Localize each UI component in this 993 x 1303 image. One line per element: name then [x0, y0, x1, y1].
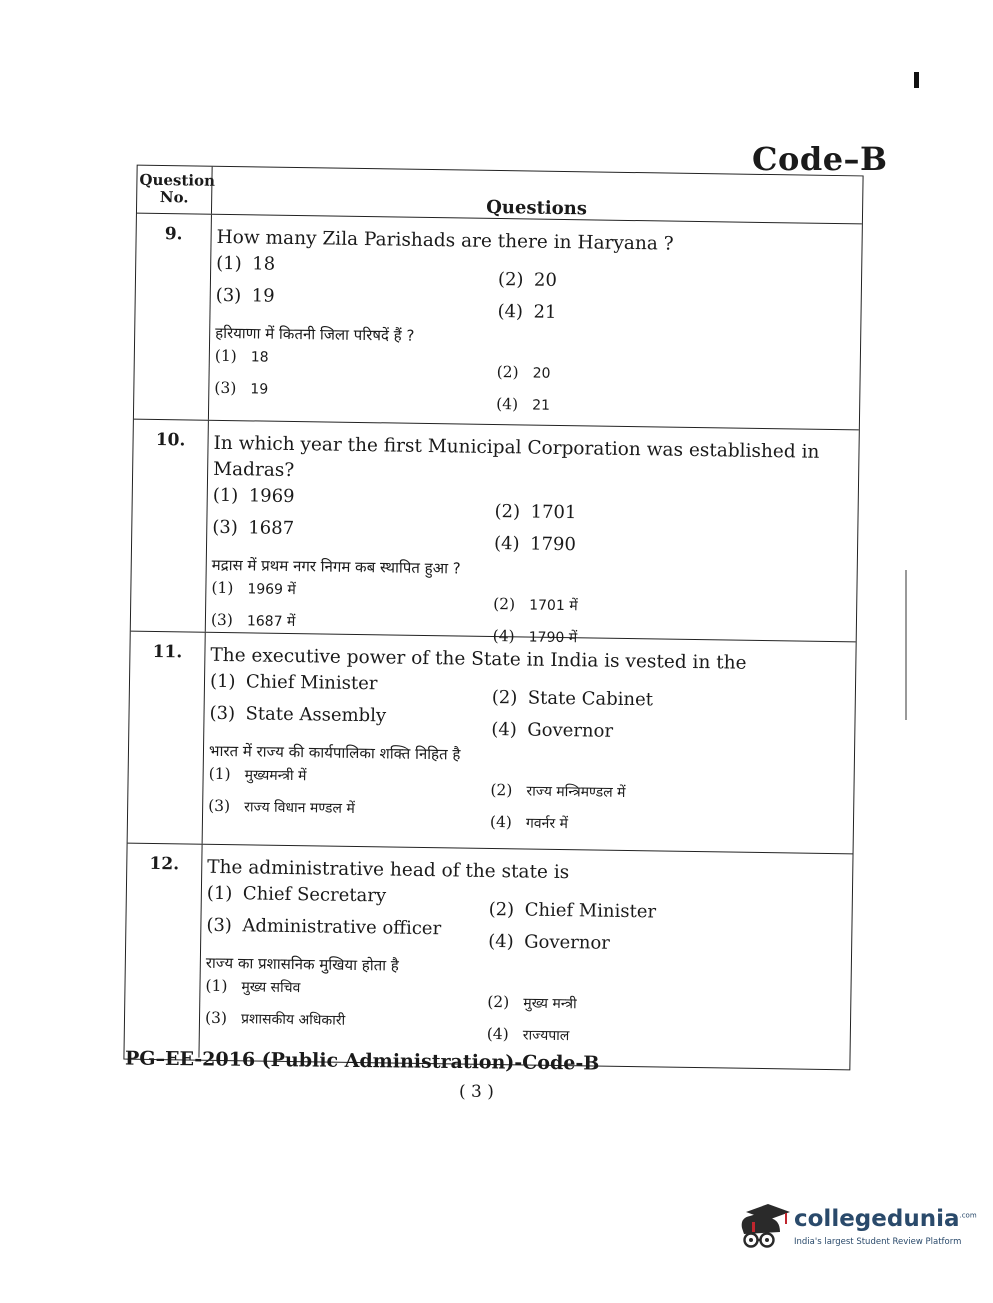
question-row-12 [124, 844, 852, 1068]
question-text-hindi: मद्रास में प्रथम नगर निगम कब स्थापित हुआ ? [211, 555, 461, 578]
scan-edge-mark [905, 570, 907, 720]
question-text-hindi: राज्य का प्रशासनिक मुखिया होता है [205, 953, 399, 975]
option-1: (1) 18 [216, 252, 276, 275]
options-hindi [205, 977, 847, 1051]
option-4: (4) 1790 [493, 533, 577, 556]
scan-mark [914, 72, 919, 88]
option-3-hindi: (3) 19 [214, 378, 269, 398]
options-english [209, 671, 851, 745]
question-text-hindi: हरियाणा में कितनी जिला परिषदें हैं ? [215, 323, 415, 345]
question-text: In which year the first Municipal Corporation was established in Madras? [213, 432, 820, 482]
option-4-hindi: (4) गवर्नर में [489, 812, 569, 833]
option-2-hindi: (2) मुख्य मन्त्री [487, 992, 577, 1013]
questions-header: Questions [486, 196, 588, 220]
option-1-hindi: (1) 18 [214, 346, 269, 366]
option-4: (4) Governor [488, 930, 611, 954]
question-number: 12. [149, 853, 180, 875]
options-english [215, 253, 857, 327]
option-1: (1) 1969 [212, 484, 295, 508]
question-number: 9. [164, 224, 183, 245]
logo-tagline: India's largest Student Review Platform [794, 1237, 962, 1247]
option-3: (3) State Assembly [209, 702, 387, 727]
question-text: The administrative head of the state is [207, 856, 570, 884]
option-3-hindi: (3) प्रशासकीय अधिकारी [204, 1008, 346, 1029]
option-3: (3) 19 [215, 284, 275, 307]
paper-footer-title: PG–EE-2016 (Public Administration)-Code-B [124, 1047, 600, 1075]
question-row-9 [134, 214, 862, 431]
option-1-hindi: (1) मुख्य सचिव [205, 976, 301, 997]
option-2-hindi: (2) 20 [496, 363, 551, 382]
question-text: The executive power of the State in India is vested in the [210, 644, 747, 674]
question-table [123, 165, 863, 1071]
options-hindi [208, 765, 850, 839]
question-no-header-line1: Question [139, 170, 216, 190]
collegedunia-logo[interactable] [736, 1196, 977, 1256]
option-2: (2) 1701 [494, 501, 577, 524]
option-3: (3) 1687 [212, 516, 295, 540]
option-2: (2) Chief Minister [488, 898, 657, 923]
options-english [212, 485, 854, 559]
option-3-hindi: (3) 1687 में [210, 610, 296, 631]
page-number: ( 3 ) [459, 1082, 494, 1102]
option-2-hindi: (2) 1701 में [493, 594, 578, 615]
question-number: 11. [152, 641, 183, 663]
question-text: How many Zila Parishads are there in Haryana ? [216, 226, 674, 255]
option-4-hindi: (4) राज्यपाल [486, 1024, 570, 1045]
option-1-hindi: (1) 1969 में [211, 578, 296, 599]
logo-wordmark: collegedunia$^{.com}$ [794, 1206, 977, 1232]
question-number: 10. [155, 429, 186, 451]
option-1-hindi: (1) मुख्यमन्त्री में [208, 764, 307, 785]
option-4: (4) 21 [497, 301, 557, 323]
question-no-header-line2: No. [159, 188, 189, 207]
option-1: (1) Chief Minister [209, 670, 378, 695]
option-3: (3) Administrative officer [206, 914, 442, 940]
question-text-hindi: भारत में राज्य की कार्यपालिका शक्ति निहित है [208, 741, 461, 764]
options-hindi [214, 347, 856, 421]
option-4: (4) Governor [491, 718, 614, 742]
options-english [206, 883, 848, 957]
student-mascot-icon [736, 1198, 792, 1254]
option-4-hindi: (4) 21 [496, 395, 551, 414]
question-row-11 [128, 632, 856, 855]
code-title: Code–B [752, 140, 888, 178]
question-no-header [139, 170, 216, 207]
option-3-hindi: (3) राज्य विधान मण्डल में [208, 796, 355, 817]
option-1: (1) Chief Secretary [206, 882, 387, 907]
option-4-hindi: (4) 1790 में [492, 626, 578, 647]
option-2-hindi: (2) राज्य मन्त्रिमण्डल में [490, 780, 626, 801]
option-2: (2) State Cabinet [491, 686, 654, 711]
option-2: (2) 20 [497, 269, 558, 291]
question-row-10 [131, 420, 859, 647]
